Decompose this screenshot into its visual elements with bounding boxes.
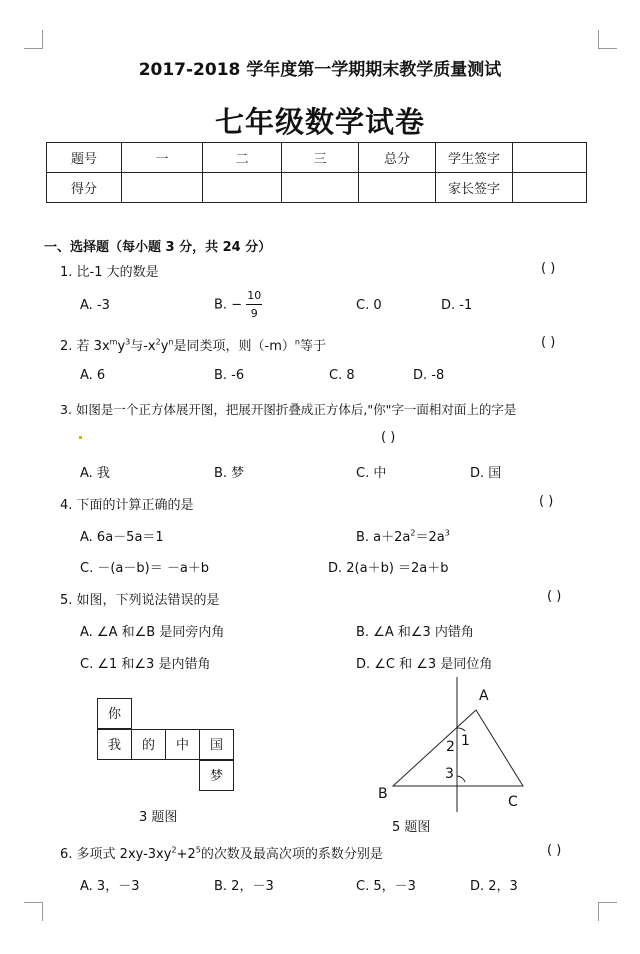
angle-arc-1 — [457, 728, 465, 731]
q5-option-d[interactable]: D. ∠C 和 ∠3 是同位角 — [356, 657, 493, 672]
q3-option-a[interactable]: A. 我 — [80, 466, 110, 481]
triangle-abc — [393, 710, 523, 786]
score-table — [46, 142, 587, 203]
q2-option-b[interactable]: B. -6 — [214, 368, 245, 383]
question-5: 5. 如图，下列说法错误的是 — [60, 593, 220, 608]
q1-option-b-label: B. — [214, 297, 228, 313]
figure-3-caption: 3 题图 — [139, 810, 178, 825]
exam-title: 七年级数学试卷 — [214, 105, 425, 139]
q4-option-c[interactable]: C. －(a－b)＝ －a＋b — [80, 561, 210, 576]
fraction — [246, 290, 262, 320]
q2-exponent: 2 — [155, 337, 161, 347]
net-cell: 梦 — [199, 760, 234, 791]
score-table-row — [47, 173, 587, 203]
cell-parent-sign: 家长签字 — [436, 173, 513, 203]
exam-subtitle: 2017-2018 学年度第一学期期末教学质量测试 — [138, 60, 502, 80]
q4-b-exponent: 3 — [444, 528, 450, 538]
q2-text-part: 等于 — [299, 339, 326, 354]
q3-option-d[interactable]: D. 国 — [470, 466, 502, 481]
q4-option-b[interactable] — [356, 526, 450, 545]
cell-score-2[interactable] — [203, 173, 282, 203]
q1-option-b[interactable] — [214, 290, 262, 320]
q1-option-a[interactable]: A. -3 — [80, 298, 110, 313]
fraction-numerator: 10 — [246, 290, 262, 305]
cell-part-3: 三 — [282, 143, 359, 173]
q4-b-exponent: 2 — [410, 528, 416, 538]
question-4: 4. 下面的计算正确的是 — [60, 498, 194, 513]
crop-mark-bottom-left — [24, 902, 43, 921]
question-1: 1. 比-1 大的数是 — [60, 265, 159, 280]
q2-exponent: 3 — [125, 337, 131, 347]
q5-option-b[interactable]: B. ∠A 和∠3 内错角 — [356, 625, 474, 640]
label-b: B — [378, 786, 388, 802]
figure-5-caption: 5 题图 — [392, 820, 431, 835]
crop-mark-bottom-right — [598, 902, 617, 921]
net-cell: 我 — [97, 729, 132, 760]
q6-exponent: 5 — [195, 845, 201, 855]
cell-part-1: 一 — [122, 143, 203, 173]
cell-score-1[interactable] — [122, 173, 203, 203]
q6-text-part: 6. 多项式 2xy-3xy — [60, 847, 172, 862]
cell-parent-sign-value[interactable] — [513, 173, 587, 203]
q3-option-b[interactable]: B. 梦 — [214, 466, 245, 481]
q6-text-part: 的次数及最高次项的系数分别是 — [200, 847, 383, 862]
answer-paren-5[interactable]: ( ) — [547, 589, 562, 604]
q4-option-a[interactable]: A. 6a－5a＝1 — [80, 530, 164, 545]
cell-part-2: 二 — [203, 143, 282, 173]
angle-arc-3 — [457, 776, 465, 782]
cell-total: 总分 — [359, 143, 436, 173]
q2-option-a[interactable]: A. 6 — [80, 368, 106, 383]
question-3: 3. 如图是一个正方体展开图，把展开图折叠成正方体后,"你"字一面相对面上的字是 — [60, 402, 517, 417]
crop-mark-top-right — [598, 30, 617, 49]
q2-option-c[interactable]: C. 8 — [329, 368, 355, 383]
q2-text-part: y — [117, 339, 126, 354]
cell-question-no: 题号 — [47, 143, 122, 173]
q4-option-d[interactable]: D. 2(a＋b) ＝2a＋b — [328, 561, 449, 576]
cell-student-sign: 学生签字 — [436, 143, 513, 173]
net-cell: 的 — [131, 729, 166, 760]
cell-score-total[interactable] — [359, 173, 436, 203]
q1-option-c[interactable]: C. 0 — [356, 298, 382, 313]
q4-b-part: B. a＋2a — [356, 530, 411, 545]
minus-sign: − — [231, 297, 243, 313]
cell-student-sign-value[interactable] — [513, 143, 587, 173]
net-cell: 中 — [165, 729, 200, 760]
q6-option-b[interactable]: B. 2，－3 — [214, 879, 274, 894]
section-heading: 一、选择题（每小题 3 分，共 24 分） — [44, 240, 272, 255]
answer-paren-2[interactable]: ( ) — [541, 335, 556, 350]
q2-text-part: 与-x — [130, 339, 156, 354]
stray-dot — [79, 436, 82, 439]
label-a: A — [479, 688, 489, 704]
answer-paren-3[interactable]: ( ) — [381, 430, 396, 445]
q3-option-c[interactable]: C. 中 — [356, 466, 387, 481]
label-angle-1: 1 — [461, 733, 470, 749]
q6-option-a[interactable]: A. 3，－3 — [80, 879, 140, 894]
q2-exponent: n — [294, 337, 300, 347]
answer-paren-4[interactable]: ( ) — [539, 494, 554, 509]
q2-text-part: 2. 若 3x — [60, 339, 110, 354]
q6-text-part: +2 — [176, 847, 196, 862]
fraction-denominator: 9 — [250, 307, 258, 321]
q6-exponent: 2 — [171, 845, 177, 855]
q2-exponent: m — [109, 337, 118, 347]
label-c: C — [508, 794, 518, 810]
label-angle-3: 3 — [445, 766, 454, 782]
answer-paren-1[interactable]: ( ) — [541, 261, 556, 276]
cell-score-label: 得分 — [47, 173, 122, 203]
q5-option-a[interactable]: A. ∠A 和∠B 是同旁内角 — [80, 625, 225, 640]
q4-b-part: ＝2a — [415, 530, 445, 545]
net-cell: 国 — [199, 729, 234, 760]
q1-option-d[interactable]: D. -1 — [441, 298, 473, 313]
answer-paren-6[interactable]: ( ) — [547, 843, 562, 858]
q2-option-d[interactable]: D. -8 — [413, 368, 445, 383]
score-table-row — [47, 143, 587, 173]
net-cell: 你 — [97, 698, 132, 729]
question-6 — [60, 843, 383, 862]
q2-exponent: n — [168, 337, 174, 347]
cell-score-3[interactable] — [282, 173, 359, 203]
q2-text-part: y — [160, 339, 169, 354]
crop-mark-top-left — [24, 30, 43, 49]
q5-option-c[interactable]: C. ∠1 和∠3 是内错角 — [80, 657, 211, 672]
question-2 — [60, 335, 326, 354]
q2-text-part: 是同类项，则（-m） — [173, 339, 295, 354]
label-angle-2: 2 — [446, 739, 455, 755]
q6-option-d[interactable]: D. 2，3 — [470, 879, 518, 894]
q6-option-c[interactable]: C. 5，－3 — [356, 879, 416, 894]
